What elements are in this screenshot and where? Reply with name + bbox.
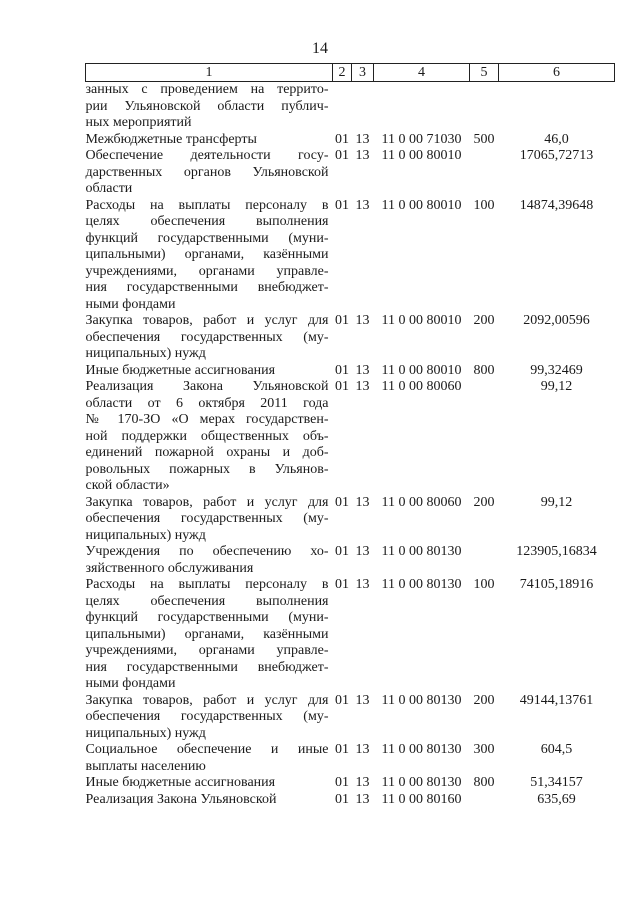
- row-description: [86, 693, 333, 743]
- chapter-code: 01: [335, 791, 349, 807]
- expense-type-code: 800: [473, 362, 495, 378]
- chapter-code: 01: [335, 379, 349, 394]
- description-line: Расходы на выплаты персоналу в: [85, 197, 329, 213]
- header-col-4: 4: [374, 64, 470, 82]
- chapter-code: 01: [335, 775, 349, 790]
- chapter-code: 01: [335, 544, 349, 559]
- description-line: № 170-ЗО «О мерах государствен-: [85, 412, 329, 427]
- amount: 604,5: [540, 742, 573, 757]
- description-line: дарственных органов Ульяновской: [85, 164, 329, 180]
- expense-type-code: [470, 544, 499, 577]
- header-col-1: 1: [86, 64, 333, 82]
- budget-table: [85, 63, 615, 808]
- description-line: Закупка товаров, работ и услуг для: [85, 313, 329, 328]
- row-description: [86, 363, 333, 380]
- section-code: 13: [355, 313, 370, 328]
- row-description: [86, 379, 333, 495]
- description-line: ровольных пожарных в Ульянов-: [85, 461, 329, 477]
- chapter-code: 01: [335, 742, 349, 757]
- row-description: [86, 148, 333, 198]
- description-line: целях обеспечения выполнения: [85, 593, 329, 609]
- table-header-row: [86, 64, 615, 82]
- chapter-code: 01: [335, 313, 349, 328]
- row-description: [86, 792, 333, 809]
- expense-type-code: 300: [473, 742, 495, 757]
- description-line: зяйственного обслуживания: [85, 560, 254, 576]
- table-row: [86, 148, 615, 198]
- table-row: [86, 132, 615, 149]
- row-description: [86, 495, 333, 545]
- section-code: 13: [355, 379, 370, 394]
- expense-type-code: [470, 379, 499, 495]
- description-line: Межбюджетные трансферты: [85, 131, 257, 147]
- description-line: Учреждения по обеспечению хо-: [85, 544, 329, 559]
- target-article-code: 11 0 00 80010: [381, 148, 462, 163]
- header-col-3: 3: [352, 64, 374, 82]
- description-line: ской области»: [85, 478, 170, 493]
- section-code: 13: [355, 692, 370, 708]
- description-line: единений пожарной охраны и доб-: [85, 445, 329, 460]
- description-line: функций государственными (муни-: [85, 230, 329, 246]
- section-code: [352, 82, 374, 132]
- description-line: ной поддержки общественных объ-: [85, 428, 329, 444]
- description-line: Реализация Закона Ульяновской: [85, 791, 277, 807]
- target-article-code: 11 0 00 80010: [381, 313, 462, 328]
- description-line: Иные бюджетные ассигнования: [85, 775, 276, 790]
- chapter-code: 01: [335, 494, 349, 510]
- target-article-code: 11 0 00 80130: [381, 577, 462, 592]
- description-line: Закупка товаров, работ и услуг для: [85, 692, 329, 708]
- amount: 74105,18916: [519, 577, 594, 592]
- section-code: 13: [355, 577, 370, 592]
- chapter-code: 01: [335, 692, 349, 708]
- target-article-code: 11 0 00 80130: [381, 692, 462, 708]
- table-row: [86, 82, 615, 132]
- row-description: [86, 132, 333, 149]
- amount: 123905,16834: [516, 544, 597, 559]
- section-code: 13: [355, 742, 370, 757]
- amount: 99,12: [540, 379, 573, 394]
- expense-type-code: 200: [473, 494, 495, 510]
- expense-type-code: 200: [473, 692, 495, 708]
- description-line: Реализация Закона Ульяновской: [85, 379, 329, 394]
- row-description: [86, 544, 333, 577]
- target-article-code: 11 0 00 80160: [381, 791, 462, 807]
- expense-type-code: 200: [473, 313, 495, 328]
- table-row: [86, 313, 615, 363]
- description-line: ниципальных) нужд: [85, 346, 206, 361]
- description-line: занных с проведением на террито-: [85, 82, 329, 97]
- row-description: [86, 742, 333, 775]
- chapter-code: 01: [335, 197, 349, 213]
- expense-type-code: 800: [473, 775, 495, 790]
- table-row: [86, 495, 615, 545]
- table-row: [86, 792, 615, 809]
- description-line: ципальными) органами, казёнными: [85, 626, 329, 642]
- chapter-code: 01: [335, 148, 349, 163]
- header-col-2: 2: [333, 64, 352, 82]
- target-article-code: 11 0 00 80010: [381, 197, 462, 213]
- expense-type-code: [470, 82, 499, 132]
- description-line: Закупка товаров, работ и услуг для: [85, 494, 329, 510]
- chapter-code: 01: [335, 131, 349, 147]
- description-line: обеспечения государственных (му-: [85, 329, 329, 345]
- description-line: Расходы на выплаты персоналу в: [85, 577, 329, 592]
- description-line: рии Ульяновской области публич-: [85, 98, 329, 114]
- target-article-code: 11 0 00 80130: [381, 775, 462, 790]
- target-article-code: 11 0 00 80010: [381, 362, 462, 378]
- description-line: учреждениями, органами управле-: [85, 263, 329, 279]
- row-description: [86, 775, 333, 792]
- description-line: ных мероприятий: [85, 115, 192, 130]
- amount: 17065,72713: [519, 148, 594, 163]
- table-row: [86, 363, 615, 380]
- description-line: области от 6 октября 2011 года: [85, 395, 329, 411]
- description-line: Обеспечение деятельности госу-: [85, 148, 329, 163]
- section-code: 13: [355, 131, 370, 147]
- description-line: ния государственными внебюджет-: [85, 659, 329, 675]
- target-article-code: 11 0 00 71030: [381, 131, 462, 147]
- amount: 2092,00596: [523, 313, 590, 328]
- section-code: 13: [355, 791, 370, 807]
- row-description: [86, 313, 333, 363]
- description-line: выплаты населению: [85, 758, 206, 774]
- expense-type-code: [470, 792, 499, 809]
- description-line: ными фондами: [85, 676, 176, 691]
- target-article-code: [374, 82, 470, 132]
- table-row: [86, 379, 615, 495]
- amount: 49144,13761: [519, 692, 594, 708]
- table-row: [86, 544, 615, 577]
- description-line: ниципальных) нужд: [85, 725, 206, 741]
- description-line: Иные бюджетные ассигнования: [85, 362, 276, 378]
- chapter-code: 01: [335, 362, 349, 378]
- amount: [499, 82, 615, 132]
- row-description: [86, 82, 333, 132]
- section-code: 13: [355, 544, 370, 559]
- amount: 99,32469: [530, 362, 583, 378]
- expense-type-code: [470, 148, 499, 198]
- expense-type-code: 100: [473, 577, 495, 592]
- table-row: [86, 742, 615, 775]
- row-description: [86, 198, 333, 314]
- target-article-code: 11 0 00 80060: [381, 494, 462, 510]
- expense-type-code: 500: [473, 131, 495, 147]
- description-line: Социальное обеспечение и иные: [85, 742, 329, 757]
- section-code: 13: [355, 362, 370, 378]
- section-code: 13: [355, 148, 370, 163]
- description-line: функций государственными (муни-: [85, 610, 329, 625]
- section-code: 13: [355, 197, 370, 213]
- amount: 14874,39648: [519, 197, 594, 213]
- amount: 99,12: [540, 494, 573, 510]
- target-article-code: 11 0 00 80130: [381, 742, 462, 757]
- table-row: [86, 577, 615, 693]
- amount: 46,0: [544, 131, 569, 147]
- section-code: 13: [355, 494, 370, 510]
- description-line: ципальными) органами, казёнными: [85, 247, 329, 262]
- target-article-code: 11 0 00 80060: [381, 379, 462, 394]
- row-description: [86, 577, 333, 693]
- description-line: ния государственными внебюджет-: [85, 280, 329, 295]
- description-line: области: [85, 181, 133, 196]
- description-line: учреждениями, органами управле-: [85, 643, 329, 658]
- table-row: [86, 693, 615, 743]
- chapter-code: [333, 82, 352, 132]
- description-line: обеспечения государственных (му-: [85, 709, 329, 724]
- amount: 51,34157: [530, 775, 583, 790]
- table-row: [86, 775, 615, 792]
- description-line: ниципальных) нужд: [85, 527, 206, 543]
- chapter-code: 01: [335, 577, 349, 592]
- header-col-6: 6: [499, 64, 615, 82]
- description-line: ными фондами: [85, 296, 176, 312]
- table-row: [86, 198, 615, 314]
- header-col-5: 5: [470, 64, 499, 82]
- description-line: обеспечения государственных (му-: [85, 511, 329, 526]
- amount: 635,69: [537, 791, 576, 807]
- description-line: целях обеспечения выполнения: [85, 214, 329, 229]
- expense-type-code: 100: [473, 197, 495, 213]
- target-article-code: 11 0 00 80130: [381, 544, 462, 559]
- section-code: 13: [355, 775, 370, 790]
- page-number: 14: [312, 40, 328, 57]
